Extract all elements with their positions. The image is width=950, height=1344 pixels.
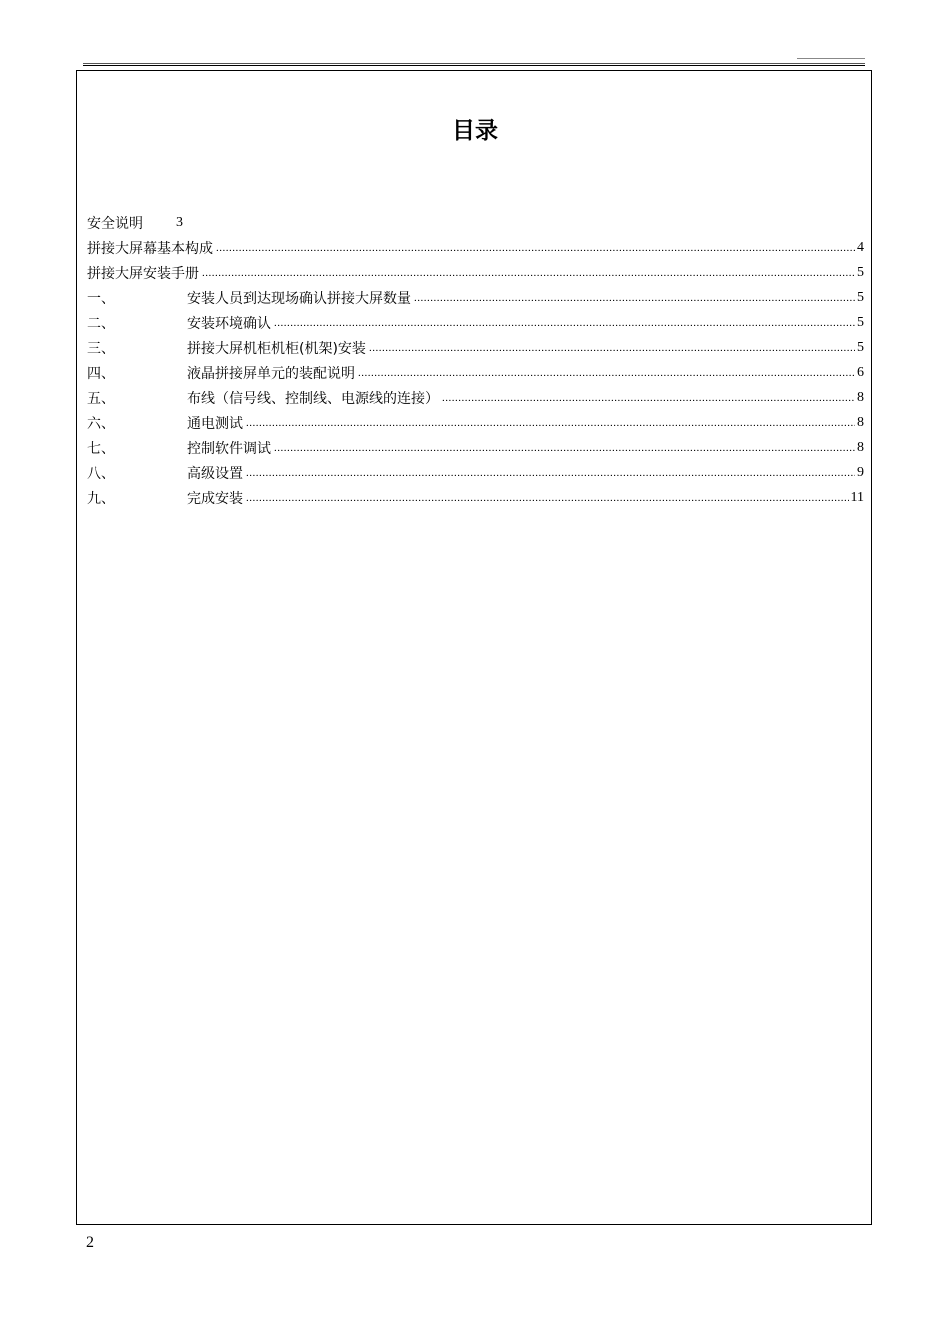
toc-entry-label: 高级设置 xyxy=(187,465,243,482)
toc-entry-number: 三、 xyxy=(87,340,115,357)
toc-entry-label: 安装人员到达现场确认拼接大屏数量 xyxy=(187,290,411,307)
toc-entry-label: 拼接大屏机柜机柜(机架)安装 xyxy=(187,340,366,357)
toc-leader-dots xyxy=(246,418,855,428)
toc-entry-page: 8 xyxy=(857,389,864,405)
toc-leader-dots xyxy=(216,243,855,253)
table-of-contents xyxy=(87,210,864,510)
toc-entry-number: 六、 xyxy=(87,415,115,432)
toc-entry-label: 拼接大屏幕基本构成 xyxy=(87,240,213,257)
toc-leader-dots xyxy=(414,293,855,303)
header-rule-bold xyxy=(83,65,865,66)
page-title: 目录 xyxy=(452,118,498,144)
toc-entry-label: 完成安装 xyxy=(187,490,243,507)
toc-entry[interactable] xyxy=(87,385,864,410)
toc-leader-dots xyxy=(358,368,855,378)
toc-entry-page: 4 xyxy=(857,239,864,255)
toc-entry-page: 6 xyxy=(857,364,864,380)
toc-entry-number: 五、 xyxy=(87,390,115,407)
toc-entry-label: 液晶拼接屏单元的装配说明 xyxy=(187,365,355,382)
toc-entry[interactable] xyxy=(87,435,864,460)
toc-entry-page: 5 xyxy=(857,314,864,330)
toc-entry-number: 七、 xyxy=(87,440,115,457)
toc-entry-number: 四、 xyxy=(87,365,115,382)
toc-entry[interactable] xyxy=(87,485,864,510)
toc-entry-label: 布线（信号线、控制线、电源线的连接） xyxy=(187,390,439,407)
toc-entry-safety[interactable] xyxy=(87,210,864,235)
toc-entry[interactable] xyxy=(87,235,864,260)
header-rule xyxy=(83,63,865,64)
toc-entry[interactable] xyxy=(87,260,864,285)
toc-entry-page: 11 xyxy=(850,489,864,505)
toc-leader-dots xyxy=(246,493,849,503)
toc-leader-dots xyxy=(274,318,855,328)
header-rule-short xyxy=(797,58,865,59)
toc-leader-dots xyxy=(274,443,855,453)
toc-entry-page: 3 xyxy=(176,214,183,230)
toc-entry[interactable] xyxy=(87,360,864,385)
toc-entry-label: 拼接大屏安装手册 xyxy=(87,265,199,282)
toc-entry-label: 通电测试 xyxy=(187,415,243,432)
toc-leader-dots xyxy=(202,268,855,278)
toc-entry-page: 8 xyxy=(857,439,864,455)
toc-entry-page: 9 xyxy=(857,464,864,480)
toc-entry-page: 5 xyxy=(857,264,864,280)
toc-entry[interactable] xyxy=(87,460,864,485)
toc-entry-number: 九、 xyxy=(87,490,115,507)
toc-leader-dots xyxy=(369,343,855,353)
toc-entry-label: 控制软件调试 xyxy=(187,440,271,457)
toc-entry-number: 一、 xyxy=(87,290,115,307)
toc-leader-dots xyxy=(442,393,855,403)
toc-entry[interactable] xyxy=(87,285,864,310)
toc-entry-number: 八、 xyxy=(87,465,115,482)
toc-entry-label: 安装环境确认 xyxy=(187,315,271,332)
toc-entry-number: 二、 xyxy=(87,315,115,332)
toc-entry-page: 5 xyxy=(857,339,864,355)
toc-entry[interactable] xyxy=(87,410,864,435)
toc-entry-page: 5 xyxy=(857,289,864,305)
toc-leader-dots xyxy=(246,468,855,478)
toc-entry[interactable] xyxy=(87,310,864,335)
page-number: 2 xyxy=(86,1234,94,1251)
toc-entry-page: 8 xyxy=(857,414,864,430)
toc-entry-label: 安全说明 xyxy=(87,215,143,232)
toc-entry[interactable] xyxy=(87,335,864,360)
